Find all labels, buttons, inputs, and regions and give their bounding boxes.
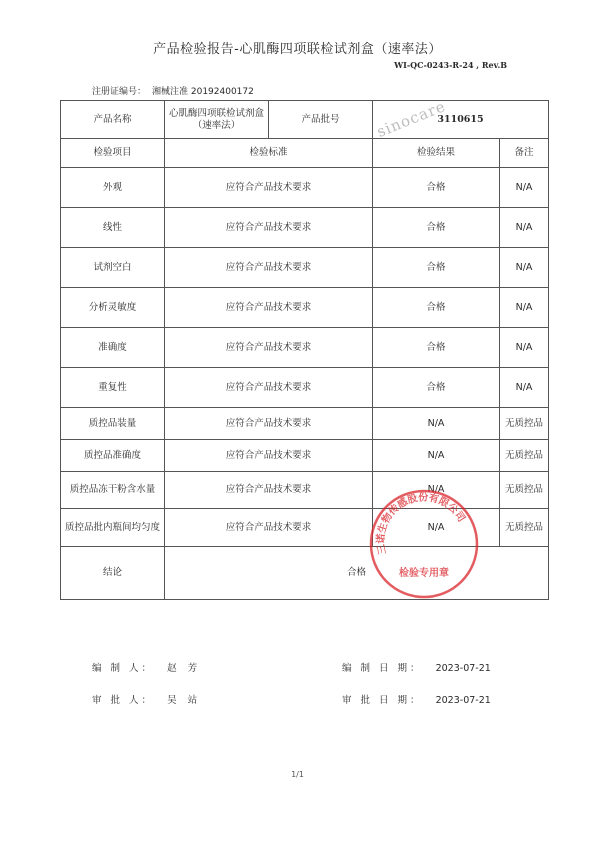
header-result: 检验结果: [373, 139, 500, 167]
row-note: N/A: [515, 221, 533, 233]
row-note: N/A: [515, 301, 533, 313]
row-standard: 应符合产品技术要求: [165, 208, 373, 248]
table-row: [61, 288, 549, 328]
row-note: 无质控品: [504, 449, 543, 461]
row-result-note: [373, 328, 549, 368]
row-note: 无质控品: [504, 417, 543, 429]
registration-number: [92, 84, 254, 97]
batch-value: 3110615: [373, 101, 549, 139]
row-standard: 应符合产品技术要求: [165, 248, 373, 288]
svg-text:检验专用章: 检验专用章: [399, 568, 449, 579]
row-item: 质控品装量: [61, 408, 165, 440]
table-row: [61, 328, 549, 368]
row-result: 合格: [373, 168, 500, 207]
row-item: 分析灵敏度: [61, 288, 165, 328]
row-result: N/A: [373, 509, 500, 546]
row-standard: 应符合产品技术要求: [165, 288, 373, 328]
row-result: 合格: [373, 208, 500, 247]
conclusion-label: 结论: [61, 547, 165, 600]
row-item: 质控品冻干粉含水量: [61, 472, 165, 509]
table-row: [61, 168, 549, 208]
row-item: 线性: [61, 208, 165, 248]
row-note: N/A: [515, 341, 533, 353]
row-item: 外观: [61, 168, 165, 208]
row-result-note: [373, 440, 549, 472]
svg-text:三诺生物传感股份有限公司: 三诺生物传感股份有限公司: [375, 492, 467, 556]
watermark: sinocare: [374, 97, 449, 141]
row-result: 合格: [373, 248, 500, 287]
row-note: 无质控品: [504, 521, 543, 533]
approved-date-value: 2023-07-21: [435, 695, 491, 706]
registration-value: 湘械注准 20192400172: [152, 87, 254, 97]
table-row: [61, 408, 549, 440]
row-note: N/A: [515, 381, 533, 393]
row-result-note: [373, 208, 549, 248]
table-header-row: [61, 139, 549, 168]
prepared-by-label: 编 制 人：: [92, 663, 155, 674]
row-result: 合格: [373, 368, 500, 407]
approved-by-name: 吴 站: [167, 695, 202, 706]
row-result: N/A: [373, 472, 500, 508]
table-row: [61, 368, 549, 408]
row-result-note: [373, 168, 549, 208]
row-standard: 应符合产品技术要求: [165, 168, 373, 208]
header-standard: 检验标准: [165, 139, 373, 168]
table-row: [61, 248, 549, 288]
header-item: 检验项目: [61, 139, 165, 168]
prepared-by-name: 赵 芳: [167, 663, 202, 674]
row-standard: 应符合产品技术要求: [165, 509, 373, 547]
product-row: [61, 101, 549, 139]
product-name-label: 产品名称: [61, 101, 165, 139]
company-seal-icon: [368, 488, 480, 600]
approved-by: [92, 692, 201, 706]
row-result-note: [373, 288, 549, 328]
row-note: N/A: [515, 181, 533, 193]
row-standard: 应符合产品技术要求: [165, 408, 373, 440]
row-standard: 应符合产品技术要求: [165, 472, 373, 509]
approved-date: [342, 692, 491, 706]
prepared-date-value: 2023-07-21: [435, 663, 491, 674]
registration-label: 注册证编号：: [92, 87, 147, 97]
row-item: 重复性: [61, 368, 165, 408]
row-item: 质控品批内瓶间均匀度: [61, 509, 165, 547]
table-row: [61, 440, 549, 472]
row-item: 准确度: [61, 328, 165, 368]
product-name-value: 心肌酶四项联检试剂盒（速率法）: [165, 101, 269, 139]
row-result-note: [373, 408, 549, 440]
row-note: N/A: [515, 261, 533, 273]
page-number: 1/1: [291, 770, 304, 779]
prepared-date: [342, 660, 491, 674]
row-item: 质控品准确度: [61, 440, 165, 472]
row-result: N/A: [373, 408, 500, 439]
approved-by-label: 审 批 人：: [92, 695, 155, 706]
header-note: 备注: [514, 147, 534, 159]
batch-label: 产品批号: [269, 101, 373, 139]
row-note: 无质控品: [504, 484, 543, 496]
document-number: WI-QC-0243-R-24 , Rev.B: [394, 60, 507, 70]
row-result: N/A: [373, 440, 500, 471]
row-result: 合格: [373, 328, 500, 367]
conclusion-value: 合格: [165, 547, 549, 600]
table-row: [61, 208, 549, 248]
row-result: 合格: [373, 288, 500, 327]
row-item: 试剂空白: [61, 248, 165, 288]
row-result-note: [373, 368, 549, 408]
header-result-note: [373, 139, 549, 168]
report-title: 产品检验报告-心肌酶四项联检试剂盒（速率法）: [153, 42, 442, 57]
row-standard: 应符合产品技术要求: [165, 368, 373, 408]
prepared-by: [92, 660, 201, 674]
row-standard: 应符合产品技术要求: [165, 440, 373, 472]
approved-date-label: 审 批 日 期：: [342, 695, 423, 706]
prepared-date-label: 编 制 日 期：: [342, 663, 423, 674]
row-result-note: [373, 248, 549, 288]
row-standard: 应符合产品技术要求: [165, 328, 373, 368]
